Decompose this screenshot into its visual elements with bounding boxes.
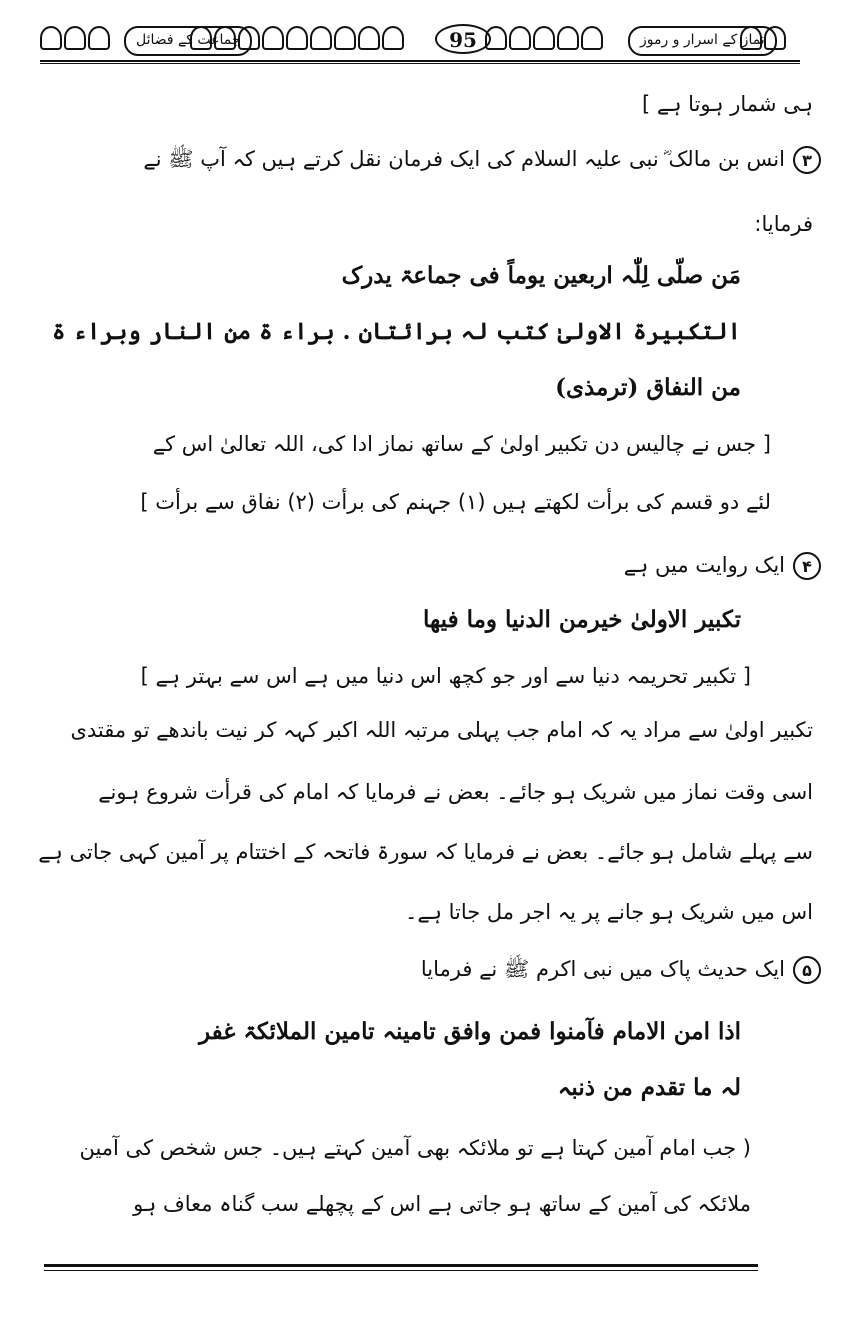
header-ornament-middle-right: [485, 26, 603, 52]
text-line: فرمایا:: [754, 212, 813, 236]
header-rule: [40, 60, 800, 64]
translation-line: ملائکہ کی آمین کے ساتھ ہو جاتی ہے اس کے پچھلے سب گناہ معاف ہو: [133, 1192, 751, 1216]
translation-line: ( جب امام آمین کہتا ہے تو ملائکہ بھی آمین کہتے ہیں۔ جس شخص کی آمین: [79, 1136, 751, 1160]
text-line: ایک روایت میں ہے: [623, 553, 785, 577]
numbered-item-5: [421, 956, 821, 987]
text-line: ایک حدیث پاک میں نبی اکرم ﷺ نے فرمایا: [420, 957, 785, 981]
paragraph-line: سے پہلے شامل ہو جائے۔ بعض نے فرمایا کہ سورۃ فاتحہ کے اختتام پر آمین کہی جاتی ہے: [38, 840, 813, 864]
text-line: ہی شمار ہوتا ہے ]: [642, 92, 813, 116]
arabic-hadith-line: تکبیر الاولیٰ خیرمن الدنیا وما فیھا: [423, 606, 741, 633]
translation-line: لئے دو قسم کی برأت لکھتے ہیں (۱) جہنم کی برأت (۲) نفاق سے برأت ]: [140, 490, 771, 514]
paragraph-line: تکبیر اولیٰ سے مراد یہ کہ امام جب پہلی مرتبہ اللہ اکبر کہہ کر نیت باندھے تو مقتدی: [70, 718, 813, 742]
arabic-hadith-line: لہ ما تقدم من ذنبہ: [557, 1074, 741, 1101]
item-number-badge: ۴: [793, 552, 821, 580]
translation-line: [ جس نے چالیس دن تکبیر اولیٰ کے ساتھ نماز ادا کی، اللہ تعالیٰ اس کے: [152, 432, 771, 456]
header-ornament-middle-left: [190, 26, 404, 52]
numbered-item-3: [143, 146, 821, 177]
header-ornament-left: [40, 26, 110, 52]
footer-rule: [44, 1264, 758, 1271]
item-number-badge: ۳: [793, 146, 821, 174]
paragraph-line: اس میں شریک ہو جانے پر یہ اجر مل جاتا ہے۔: [405, 900, 813, 924]
arabic-hadith-line: اذا امن الامام فآمنوا فمن وافق تامینہ تامین الملائکۃ غفر: [198, 1018, 741, 1045]
paragraph-line: اسی وقت نماز میں شریک ہو جائے۔ بعض نے فرمایا کہ امام کی قرأت شروع ہونے: [98, 780, 813, 804]
text-line: انس بن مالک ؓ نبی علیہ السلام کی ایک فرمان نقل کرتے ہیں کہ آپ ﷺ نے: [143, 147, 785, 171]
page-number: 95: [435, 24, 491, 54]
book-title: نماز کے اسرار و رموز: [628, 26, 777, 56]
arabic-hadith-line: مَن صلّی لِلّٰہ اربعین یوماً فی جماعۃ یدرک: [341, 262, 741, 289]
arabic-hadith-line: من النفاق (ترمذی): [555, 374, 741, 401]
page-header: [40, 24, 800, 62]
numbered-item-4: [624, 552, 821, 580]
item-number-badge: ۵: [793, 956, 821, 984]
header-ornament-right: [740, 26, 786, 52]
chapter-title: جماعت کے فضائل: [124, 26, 252, 56]
translation-line: [ تکبیر تحریمہ دنیا سے اور جو کچھ اس دنیا میں ہے اس سے بہتر ہے ]: [140, 664, 751, 688]
arabic-hadith-line: التکبیرۃ الاولیٰ کتب لہ برائتان . براء ۃ من النار وبراء ۃ: [51, 318, 741, 345]
